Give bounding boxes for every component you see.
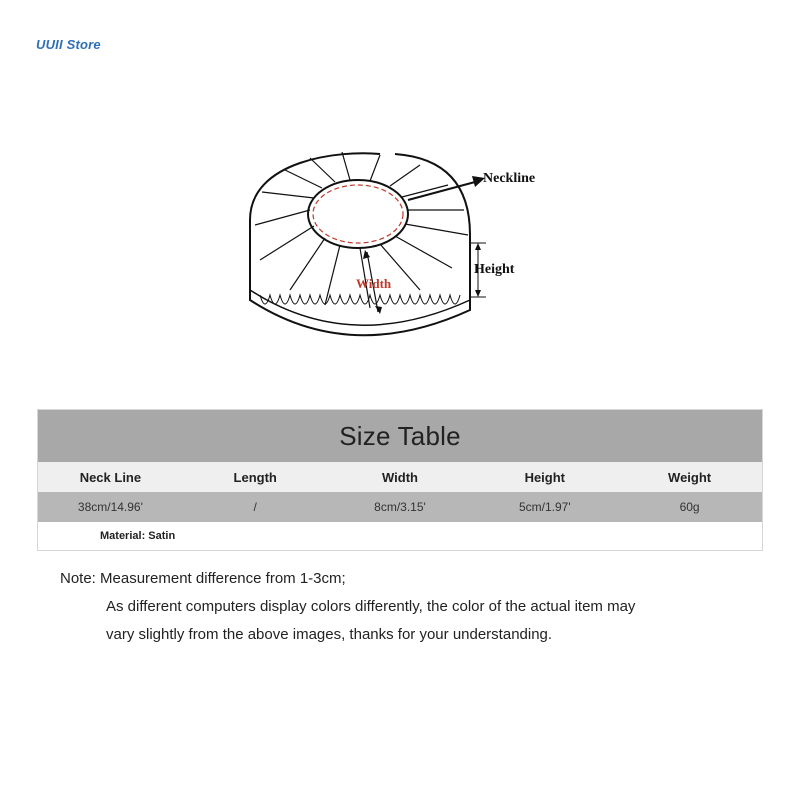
collar-illustration (230, 140, 570, 380)
note-line-2: As different computers display colors differently, the color of the actual item may (106, 598, 636, 615)
header-weight: Weight (668, 469, 712, 485)
size-table (37, 409, 763, 551)
header-height: Height (524, 469, 566, 485)
value-height: 5cm/1.97' (518, 500, 571, 514)
width-label: Width (356, 276, 392, 291)
value-length: / (253, 500, 257, 514)
collar-diagram (230, 140, 570, 380)
header-width: Width (382, 469, 418, 485)
material-row: Material: Satin (100, 530, 176, 542)
size-table-title: Size Table (38, 410, 762, 462)
value-weight: 60g (679, 500, 700, 514)
value-neck-line: 38cm/14.96' (77, 500, 143, 514)
header-length: Length (233, 469, 277, 485)
note-line-1: Note: Measurement difference from 1-3cm; (60, 570, 346, 587)
header-neck-line: Neck Line (79, 469, 142, 485)
value-width: 8cm/3.15' (374, 500, 426, 514)
store-logo: UUII Store (36, 37, 101, 52)
neckline-label: Neckline (483, 171, 536, 186)
size-table-values-row (38, 492, 762, 522)
size-table-header-row (38, 462, 762, 492)
note-block (60, 570, 760, 654)
note-line-3: vary slightly from the above images, thanks for your understanding. (106, 626, 553, 643)
height-label: Height (474, 262, 515, 277)
